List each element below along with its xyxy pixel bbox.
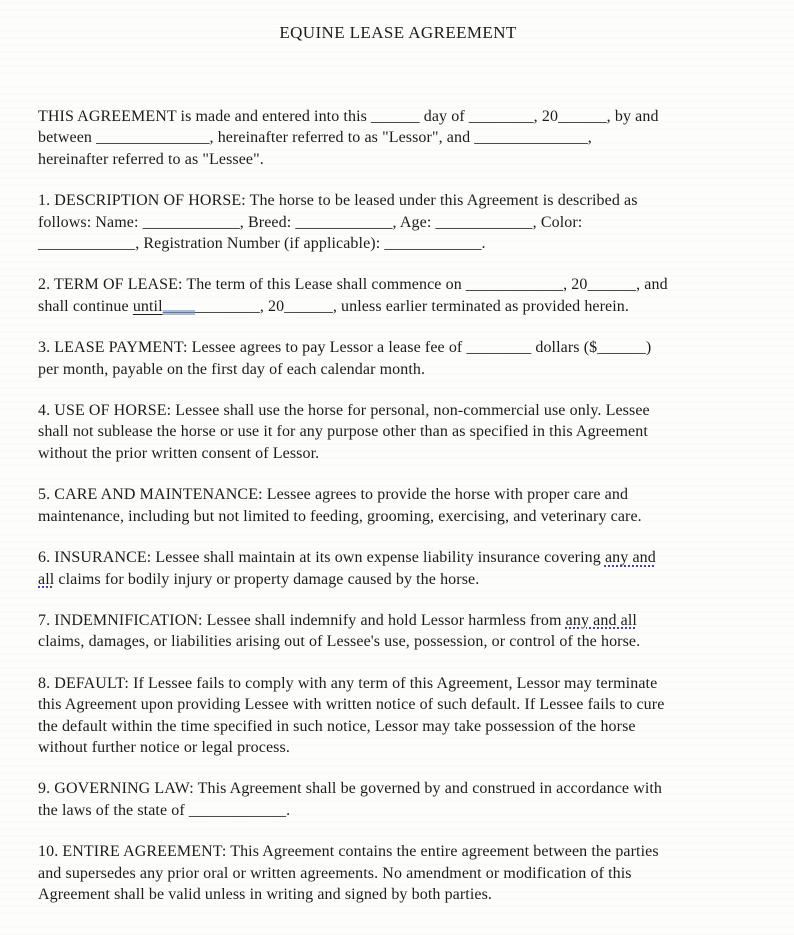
paragraph-section-2-term-of-lease bbox=[38, 274, 758, 317]
grammar-underlined-text: any and bbox=[604, 549, 656, 567]
text-line bbox=[38, 547, 758, 568]
text-line bbox=[38, 443, 758, 464]
text-line bbox=[38, 274, 758, 295]
text-run: ____________, Registration Number (if applicable): ____________. bbox=[38, 235, 486, 253]
text-line bbox=[38, 421, 758, 442]
text-run: without the prior written consent of Lessor. bbox=[38, 444, 320, 462]
text-line bbox=[38, 337, 758, 358]
text-run: shall not sublease the horse or use it for any purpose other than as specified in this Agreement bbox=[38, 423, 648, 441]
text-run: 7. INDEMNIFICATION: Lessee shall indemnify and hold Lessor harmless from bbox=[38, 611, 566, 629]
text-line bbox=[38, 610, 758, 631]
text-run: 10. ENTIRE AGREEMENT: This Agreement contains the entire agreement between the parties bbox=[38, 843, 659, 861]
text-run: 3. LEASE PAYMENT: Lessee agrees to pay Lessor a lease fee of ________ dollars ($______) bbox=[38, 339, 652, 357]
text-line bbox=[38, 484, 758, 505]
text-line bbox=[38, 233, 758, 254]
text-line bbox=[38, 212, 758, 233]
paragraph-section-8-default bbox=[38, 673, 758, 759]
text-line bbox=[38, 296, 758, 317]
text-line bbox=[38, 694, 758, 715]
document-title: EQUINE LEASE AGREEMENT bbox=[279, 23, 517, 42]
text-run: Agreement shall be valid unless in writing and signed by both parties. bbox=[38, 885, 493, 903]
paragraph-section-1-description-of-horse bbox=[38, 190, 758, 254]
text-line bbox=[38, 149, 758, 170]
text-run: without further notice or legal process. bbox=[38, 738, 290, 756]
text-run: ________, 20______, unless earlier terminated as provided herein. bbox=[195, 297, 630, 315]
text-run: per month, payable on the first day of each calendar month. bbox=[38, 360, 426, 378]
grammar-underlined-text: any and all bbox=[565, 611, 637, 629]
text-line bbox=[38, 631, 758, 652]
text-run: this Agreement upon providing Lessee with written notice of such default. If Lessee fails to cure bbox=[38, 696, 665, 714]
text-line bbox=[38, 841, 758, 862]
text-run: between ______________, hereinafter referred to as "Lessor", and ______________, bbox=[38, 129, 592, 147]
document-body bbox=[38, 106, 758, 905]
text-run: hereinafter referred to as "Lessee". bbox=[38, 150, 264, 168]
grammar-underlined-text: all bbox=[38, 570, 55, 588]
text-line bbox=[38, 106, 758, 127]
text-run: the default within the time specified in such notice, Lessor may take possession of the horse bbox=[38, 717, 636, 735]
text-run: the laws of the state of ____________. bbox=[38, 801, 291, 819]
text-run: follows: Name: ____________, Breed: ____________, Age: ____________, Color: bbox=[38, 213, 583, 231]
paragraph-section-4-use-of-horse bbox=[38, 400, 758, 464]
text-run: 9. GOVERNING LAW: This Agreement shall be governed by and construed in accordance with bbox=[38, 780, 663, 798]
paragraph-section-3-lease-payment bbox=[38, 337, 758, 380]
text-line bbox=[38, 716, 758, 737]
text-run: maintenance, including but not limited to feeding, grooming, exercising, and veterinary care. bbox=[38, 507, 642, 525]
text-line bbox=[38, 800, 758, 821]
paragraph-section-10-entire-agreement bbox=[38, 841, 758, 905]
paragraph-section-5-care-and-maintenance bbox=[38, 484, 758, 527]
text-line bbox=[38, 190, 758, 211]
text-line bbox=[38, 778, 758, 799]
paragraph-section-7-indemnification bbox=[38, 610, 758, 653]
text-line bbox=[38, 673, 758, 694]
paragraph-section-6-insurance bbox=[38, 547, 758, 590]
text-run: and supersedes any prior oral or written agreements. No amendment or modification of this bbox=[38, 864, 632, 882]
text-run: shall continue bbox=[38, 297, 133, 315]
highlighted-blank: ____ bbox=[162, 297, 196, 315]
text-run: 1. DESCRIPTION OF HORSE: The horse to be leased under this Agreement is described as bbox=[38, 192, 638, 210]
text-run: THIS AGREEMENT is made and entered into this ______ day of ________, 20______, by and bbox=[38, 108, 659, 125]
paragraph-section-9-governing-law bbox=[38, 778, 758, 821]
text-run: 5. CARE AND MAINTENANCE: Lessee agrees to provide the horse with proper care and bbox=[38, 486, 629, 504]
text-run: 6. INSURANCE: Lessee shall maintain at its own expense liability insurance covering bbox=[38, 549, 605, 567]
text-run: 2. TERM OF LEASE: The term of this Lease shall commence on ____________, 20______, and bbox=[38, 276, 668, 294]
text-line bbox=[38, 863, 758, 884]
text-run: claims for bodily injury or property damage caused by the horse. bbox=[54, 570, 480, 588]
paragraph-preamble bbox=[38, 106, 758, 170]
text-line bbox=[38, 569, 758, 590]
text-line bbox=[38, 737, 758, 758]
text-line bbox=[38, 506, 758, 527]
text-run: 8. DEFAULT: If Lessee fails to comply with any term of this Agreement, Lessor may terminate bbox=[38, 674, 658, 692]
text-line bbox=[38, 400, 758, 421]
text-run: claims, damages, or liabilities arising out of Lessee's use, possession, or control of the horse. bbox=[38, 633, 641, 651]
text-run: 4. USE OF HORSE: Lessee shall use the horse for personal, non-commercial use only. Lessee bbox=[38, 402, 650, 420]
text-line bbox=[38, 884, 758, 905]
text-line bbox=[38, 127, 758, 148]
underlined-word: until bbox=[132, 297, 163, 315]
text-line bbox=[38, 359, 758, 380]
